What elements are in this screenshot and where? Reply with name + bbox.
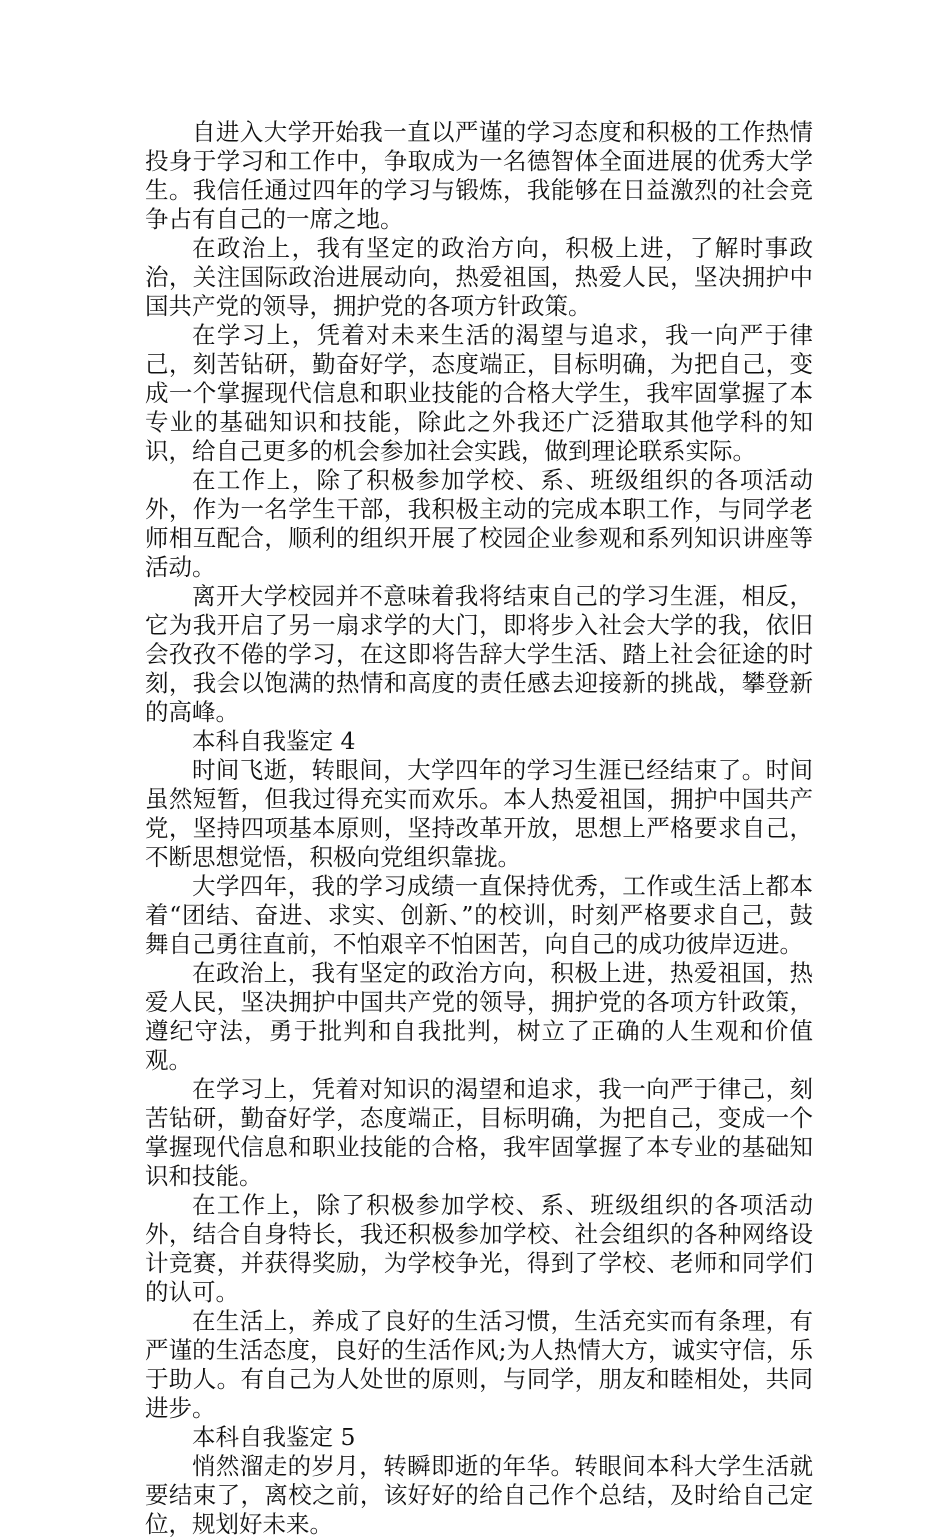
section-heading-5: 本科自我鉴定 5 <box>192 1423 356 1451</box>
paragraph-intro: 自进入大学开始我一直以严谨的学习态度和积极的工作热情投身于学习和工作中，争取成为一名德智体全面进展的优秀大学生。我信任通过四年的学习与锻炼，我能够在日益激烈的社会竞争占有自己的一席之地。 <box>145 118 813 233</box>
paragraph-time-flies: 时间飞逝，转眼间，大学四年的学习生涯已经结束了。时间虽然短暂，但我过得充实而欢乐。本人热爱祖国，拥护中国共产党，坚持四项基本原则，坚持改革开放，思想上严格要求自己，不断思想觉悟，积极向党组织靠拢。 <box>145 756 813 871</box>
paragraph-study-2: 在学习上，凭着对知识的渴望和追求，我一向严于律己，刻苦钻研，勤奋好学，态度端正，目标明确，为把自己，变成一个掌握现代信息和职业技能的合格，我牢固掌握了本专业的基础知识和技能。 <box>145 1075 813 1190</box>
paragraph-life: 在生活上，养成了良好的生活习惯，生活充实而有条理，有严谨的生活态度，良好的生活作风;为人热情大方，诚实守信，乐于助人。有自己为人处世的原则，与同学，朋友和睦相处，共同进步。 <box>145 1307 813 1422</box>
paragraph-politics: 在政治上，我有坚定的政治方向，积极上进，了解时事政治，关注国际政治进展动向，热爱祖国，热爱人民，坚决拥护中国共产党的领导，拥护党的各项方针政策。 <box>145 234 813 320</box>
section-heading-4: 本科自我鉴定 4 <box>192 727 356 755</box>
paragraph-work: 在工作上，除了积极参加学校、系、班级组织的各项活动外，作为一名学生干部，我积极主动的完成本职工作，与同学老师相互配合，顺利的组织开展了校园企业参观和系列知识讲座等活动。 <box>145 466 813 581</box>
paragraph-leaving: 离开大学校园并不意味着我将结束自己的学习生涯，相反，它为我开启了另一扇求学的大门，即将步入社会大学的我，依旧会孜孜不倦的学习，在这即将告辞大学生活、踏上社会征途的时刻，我会以饱满的热情和高度的责任感去迎接新的挑战，攀登新的高峰。 <box>145 582 813 726</box>
paragraph-four-years: 大学四年，我的学习成绩一直保持优秀，工作或生活上都本着“团结、奋进、求实、创新、”的校训，时刻严格要求自己，鼓舞自己勇往直前，不怕艰辛不怕困苦，向自己的成功彼岸迈进。 <box>145 872 813 958</box>
paragraph-study: 在学习上，凭着对未来生活的渴望与追求，我一向严于律己，刻苦钻研，勤奋好学，态度端正，目标明确，为把自己，变成一个掌握现代信息和职业技能的合格大学生，我牢固掌握了本专业的基础知识和技能，除此之外我还广泛猎取其他学科的知识，给自己更多的机会参加社会实践，做到理论联系实际。 <box>145 321 813 465</box>
paragraph-politics-2: 在政治上，我有坚定的政治方向，积极上进，热爱祖国，热爱人民，坚决拥护中国共产党的领导，拥护党的各项方针政策，遵纪守法，勇于批判和自我批判，树立了正确的人生观和价值观。 <box>145 959 813 1074</box>
paragraph-years-pass: 悄然溜走的岁月，转瞬即逝的年华。转眼间本科大学生活就要结束了，离校之前，该好好的给自己作个总结，及时给自己定位，规划好未来。 <box>145 1452 813 1538</box>
paragraph-work-2: 在工作上，除了积极参加学校、系、班级组织的各项活动外，结合自身特长，我还积极参加学校、社会组织的各种网络设计竞赛，并获得奖励，为学校争光，得到了学校、老师和同学们的认可。 <box>145 1191 813 1306</box>
document-body <box>145 118 813 1539</box>
